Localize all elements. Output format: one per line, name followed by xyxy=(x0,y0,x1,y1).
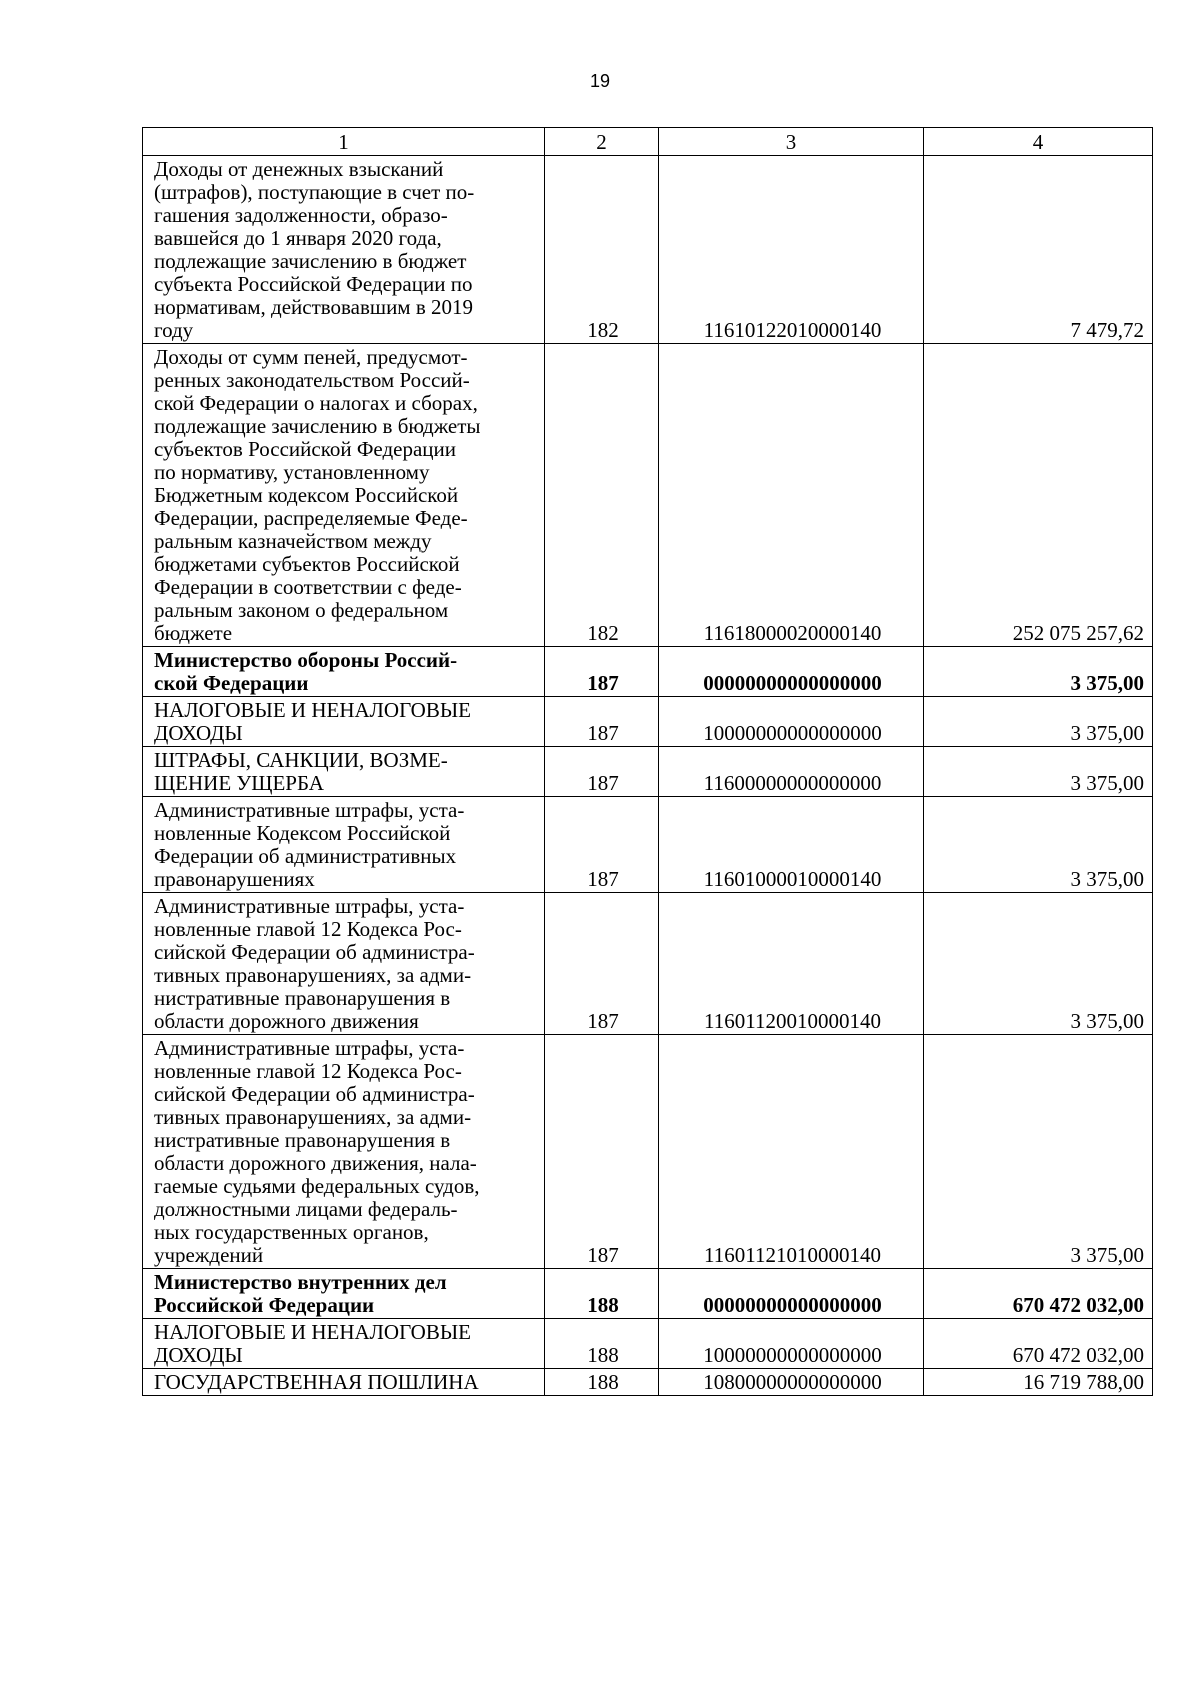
revenue-name-line: сийской Федерации об администра- xyxy=(154,940,475,964)
table-row xyxy=(143,697,1153,747)
amount-cell: 3 375,00 xyxy=(924,797,1153,893)
administrator-code-cell: 188 xyxy=(545,1269,659,1319)
amount-cell: 3 375,00 xyxy=(924,893,1153,1035)
revenue-name-cell xyxy=(143,1035,545,1269)
revenue-name-line: области дорожного движения xyxy=(154,1009,419,1033)
amount-cell: 7 479,72 xyxy=(924,156,1153,344)
revenue-name-line: субъектов Российской Федерации xyxy=(154,437,457,461)
revenue-name-line: Министерство обороны Россий- xyxy=(154,648,458,672)
revenue-name-cell xyxy=(143,344,545,647)
administrator-code-cell: 182 xyxy=(545,344,659,647)
administrator-code-cell: 187 xyxy=(545,697,659,747)
amount-cell: 16 719 788,00 xyxy=(924,1369,1153,1396)
administrator-code-cell: 182 xyxy=(545,156,659,344)
revenue-name-line: ГОСУДАРСТВЕННАЯ ПОШЛИНА xyxy=(154,1370,479,1394)
revenue-name-line: Доходы от сумм пеней, предусмот- xyxy=(154,345,468,369)
revenue-name-line: гаемые судьями федеральных судов, xyxy=(154,1174,480,1198)
table-row xyxy=(143,1269,1153,1319)
classification-code-cell: 10000000000000000 xyxy=(659,1319,924,1369)
revenue-name-line: Административные штрафы, уста- xyxy=(154,798,465,822)
revenue-name-line: сийской Федерации об администра- xyxy=(154,1082,475,1106)
amount-cell: 670 472 032,00 xyxy=(924,1319,1153,1369)
amount-cell: 670 472 032,00 xyxy=(924,1269,1153,1319)
revenue-name-line: тивных правонарушениях, за адми- xyxy=(154,963,472,987)
revenue-name-line: должностными лицами федераль- xyxy=(154,1197,458,1221)
revenue-name-line: тивных правонарушениях, за адми- xyxy=(154,1105,472,1129)
administrator-code-cell: 187 xyxy=(545,747,659,797)
revenue-name-line: бюджетами субъектов Российской xyxy=(154,552,460,576)
amount-cell: 3 375,00 xyxy=(924,1035,1153,1269)
revenue-name-cell xyxy=(143,647,545,697)
revenue-table xyxy=(142,127,1153,1396)
amount-cell: 3 375,00 xyxy=(924,647,1153,697)
table-row xyxy=(143,1319,1153,1369)
administrator-code-cell: 187 xyxy=(545,647,659,697)
revenue-name-line: области дорожного движения, нала- xyxy=(154,1151,477,1175)
revenue-name-line: ДОХОДЫ xyxy=(154,1343,243,1367)
amount-cell: 252 075 257,62 xyxy=(924,344,1153,647)
classification-code-cell: 11618000020000140 xyxy=(659,344,924,647)
revenue-name-line: Доходы от денежных взысканий xyxy=(154,157,444,181)
revenue-name-line: ШТРАФЫ, САНКЦИИ, ВОЗМЕ- xyxy=(154,748,448,772)
revenue-name-line: гашения задолженности, образо- xyxy=(154,203,448,227)
page-number: 19 xyxy=(589,71,611,91)
table-row xyxy=(143,647,1153,697)
classification-code-cell: 11601000010000140 xyxy=(659,797,924,893)
revenue-name-line: (штрафов), поступающие в счет по- xyxy=(154,180,475,204)
administrator-code-cell: 188 xyxy=(545,1319,659,1369)
revenue-name-line: Федерации об административных xyxy=(154,844,457,868)
classification-code-cell: 11601121010000140 xyxy=(659,1035,924,1269)
revenue-name-line: ренных законодательством Россий- xyxy=(154,368,470,392)
revenue-name-line: Административные штрафы, уста- xyxy=(154,1036,465,1060)
table-row xyxy=(143,747,1153,797)
revenue-name-line: ДОХОДЫ xyxy=(154,721,243,745)
revenue-name-line: подлежащие зачислению в бюджет xyxy=(154,249,467,273)
column-header-1: 1 xyxy=(143,128,545,156)
amount-cell: 3 375,00 xyxy=(924,697,1153,747)
revenue-name-cell xyxy=(143,747,545,797)
revenue-name-line: нистративные правонарушения в xyxy=(154,1128,451,1152)
classification-code-cell: 10800000000000000 xyxy=(659,1369,924,1396)
revenue-name-cell xyxy=(143,1269,545,1319)
revenue-name-line: ской Федерации xyxy=(154,671,309,695)
revenue-name-line: нормативам, действовавшим в 2019 xyxy=(154,295,474,319)
revenue-name-line: нистративные правонарушения в xyxy=(154,986,451,1010)
revenue-name-line: году xyxy=(154,318,194,342)
revenue-name-line: ЩЕНИЕ УЩЕРБА xyxy=(154,771,324,795)
revenue-name-line: ральным казначейством между xyxy=(154,529,432,553)
revenue-name-line: ской Федерации о налогах и сборах, xyxy=(154,391,478,415)
column-header-2: 2 xyxy=(545,128,659,156)
classification-code-cell: 11610122010000140 xyxy=(659,156,924,344)
revenue-name-line: Федерации, распределяемые Феде- xyxy=(154,506,468,530)
revenue-name-line: по нормативу, установленному xyxy=(154,460,430,484)
revenue-name-line: ных государственных органов, xyxy=(154,1220,429,1244)
revenue-name-line: бюджете xyxy=(154,621,233,645)
table-body xyxy=(143,156,1153,1396)
table-row xyxy=(143,893,1153,1035)
table-header-row xyxy=(143,128,1153,156)
revenue-name-cell xyxy=(143,893,545,1035)
revenue-name-line: Российской Федерации xyxy=(154,1293,375,1317)
table-row xyxy=(143,344,1153,647)
revenue-name-cell xyxy=(143,1369,545,1396)
revenue-name-line: НАЛОГОВЫЕ И НЕНАЛОГОВЫЕ xyxy=(154,1320,471,1344)
revenue-name-line: ральным законом о федеральном xyxy=(154,598,449,622)
administrator-code-cell: 188 xyxy=(545,1369,659,1396)
revenue-name-line: вавшейся до 1 января 2020 года, xyxy=(154,226,442,250)
revenue-name-line: НАЛОГОВЫЕ И НЕНАЛОГОВЫЕ xyxy=(154,698,471,722)
revenue-name-line: Административные штрафы, уста- xyxy=(154,894,465,918)
revenue-name-line: новленные Кодексом Российской xyxy=(154,821,451,845)
revenue-name-line: Бюджетным кодексом Российской xyxy=(154,483,459,507)
administrator-code-cell: 187 xyxy=(545,1035,659,1269)
table-row xyxy=(143,156,1153,344)
revenue-name-line: Федерации в соответствии с феде- xyxy=(154,575,462,599)
classification-code-cell: 11600000000000000 xyxy=(659,747,924,797)
classification-code-cell: 11601120010000140 xyxy=(659,893,924,1035)
revenue-name-line: подлежащие зачислению в бюджеты xyxy=(154,414,481,438)
table-row xyxy=(143,1369,1153,1396)
classification-code-cell: 10000000000000000 xyxy=(659,697,924,747)
table-row xyxy=(143,1035,1153,1269)
administrator-code-cell: 187 xyxy=(545,893,659,1035)
amount-cell: 3 375,00 xyxy=(924,747,1153,797)
revenue-name-cell xyxy=(143,797,545,893)
revenue-name-cell xyxy=(143,156,545,344)
revenue-name-line: новленные главой 12 Кодекса Рос- xyxy=(154,917,462,941)
revenue-name-line: новленные главой 12 Кодекса Рос- xyxy=(154,1059,462,1083)
column-header-4: 4 xyxy=(924,128,1153,156)
administrator-code-cell: 187 xyxy=(545,797,659,893)
revenue-name-cell xyxy=(143,1319,545,1369)
revenue-name-line: Министерство внутренних дел xyxy=(154,1270,447,1294)
revenue-name-cell xyxy=(143,697,545,747)
column-header-3: 3 xyxy=(659,128,924,156)
revenue-name-line: учреждений xyxy=(154,1243,264,1267)
revenue-name-line: субъекта Российской Федерации по xyxy=(154,272,473,296)
table-row xyxy=(143,797,1153,893)
classification-code-cell: 00000000000000000 xyxy=(659,647,924,697)
classification-code-cell: 00000000000000000 xyxy=(659,1269,924,1319)
revenue-name-line: правонарушениях xyxy=(154,867,315,891)
